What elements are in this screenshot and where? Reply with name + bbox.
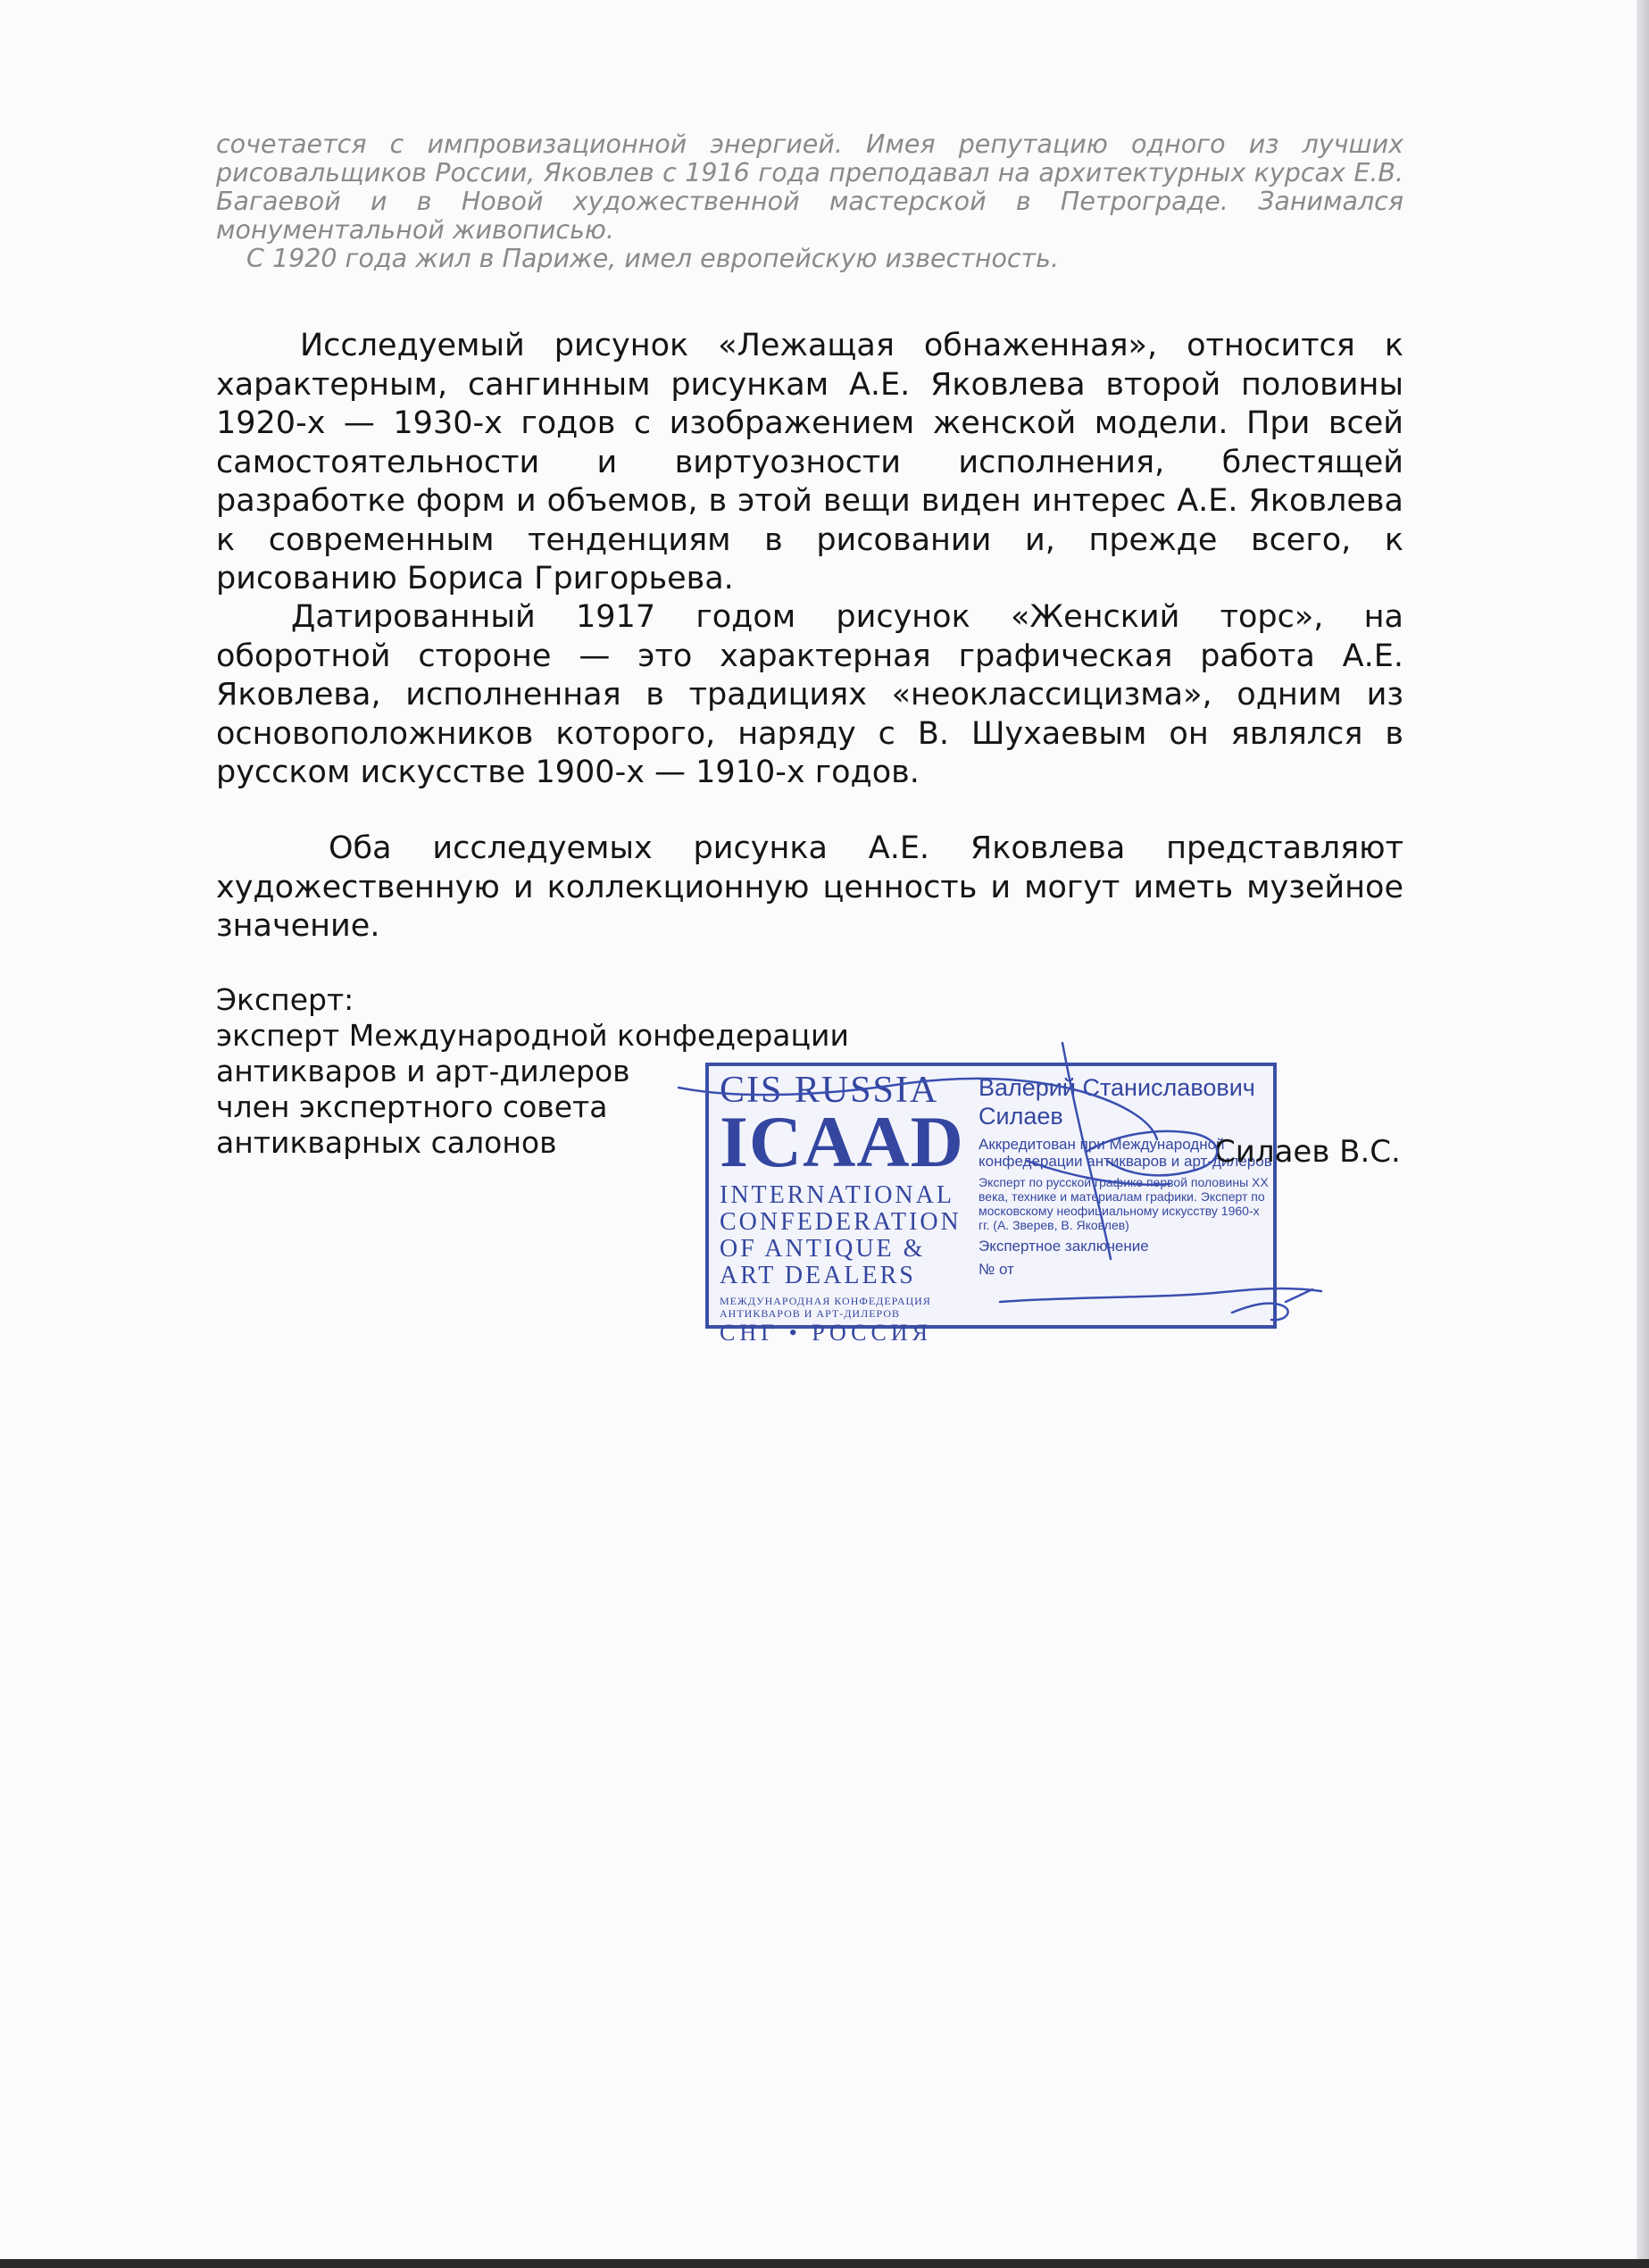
expert-line-3: член экспертного совета	[216, 1089, 608, 1124]
stamp-brand-line-5: СНГ • РОССИЯ	[720, 1320, 932, 1346]
stamp-accreditation: Аккредитован при Международной конфедерации антикваров и арт-дилеров	[979, 1136, 1272, 1170]
expert-label: Эксперт:	[216, 982, 354, 1017]
stamp-conclusion-number: № от	[979, 1261, 1014, 1278]
body-paragraph-1-text: Исследуемый рисунок «Лежащая обнаженная», относится к характерным, сангинным рисункам А.Е. Яковлева второй половины 1920-х — 1930-х годов с изображением женской модели. При всей самостоятельности и виртуозности исполнения, блестящей разработке форм и объемов, в этой вещи виден интерес А.Е. Яковлева к современным тенденциям в рисовании и, прежде всего, к рисованию Бориса Григорьева.	[216, 328, 1403, 596]
stamp-brand-line-3: INTERNATIONAL CONFEDERATION OF ANTIQUE & ART DEALERS	[720, 1181, 962, 1289]
body-paragraph-2-text: Датированный 1917 годом рисунок «Женский торс», на оборотной стороне — это характерная графическая работа А.Е. Яковлева, исполненная в традициях «неоклассицизма», одним из основоположников которого, наряду с В. Шухаевым он являлся в русском искусстве 1900-х — 1910-х годов.	[216, 599, 1403, 790]
intro-paragraph-2: С 1920 года жил в Париже, имел европейскую известность.	[246, 244, 1060, 273]
stamp-brand-line-1: CIS RUSSIA	[720, 1070, 939, 1111]
stamp-logo	[720, 1071, 979, 1345]
stamp-brand-line-2: ICAAD	[720, 1101, 964, 1182]
scan-edge-bottom	[0, 2259, 1649, 2268]
stamp-info	[979, 1073, 1273, 1279]
expert-line-4: антикварных салонов	[216, 1125, 557, 1160]
expert-line-1: эксперт Международной конфедерации	[216, 1018, 849, 1053]
stamp-brand-line-4: МЕЖДУНАРОДНАЯ КОНФЕДЕРАЦИЯ АНТИКВАРОВ И АРТ-ДИЛЕРОВ	[720, 1295, 931, 1320]
body-paragraph-1	[216, 327, 1403, 599]
scan-edge-right	[1637, 0, 1649, 2268]
expert-line-2: антикваров и арт-дилеров	[216, 1054, 630, 1088]
expert-stamp	[705, 1063, 1277, 1346]
body-paragraph-3	[216, 830, 1403, 946]
body-paragraph-3-text: Оба исследуемых рисунка А.Е. Яковлева представляют художественную и коллекционную ценность и могут иметь музейное значение.	[216, 830, 1403, 944]
signature-name: Силаев В.С.	[1214, 1134, 1401, 1170]
intro-paragraph-1: сочетается с импровизационной энергией. Имея репутацию одного из лучших рисовальщиков России, Яковлев с 1916 года преподавал на архитектурных курсах Е.В. Багаевой и в Новой художественной мастерской в Петрограде. Занимался монументальной живописью.	[216, 129, 1403, 245]
body-paragraph-2	[216, 598, 1403, 793]
intro-italic-text	[216, 130, 1403, 273]
stamp-specialty: Эксперт по русской графике первой половины XX века, технике и материалам графики. Эксперт по московскому неофициальному искусству 1960-х гг. (А. Зверев, В. Яковлев)	[979, 1175, 1269, 1232]
stamp-expert-name: Валерий Станиславович Силаев	[979, 1074, 1255, 1130]
stamp-conclusion-label: Экспертное заключение	[979, 1238, 1149, 1255]
